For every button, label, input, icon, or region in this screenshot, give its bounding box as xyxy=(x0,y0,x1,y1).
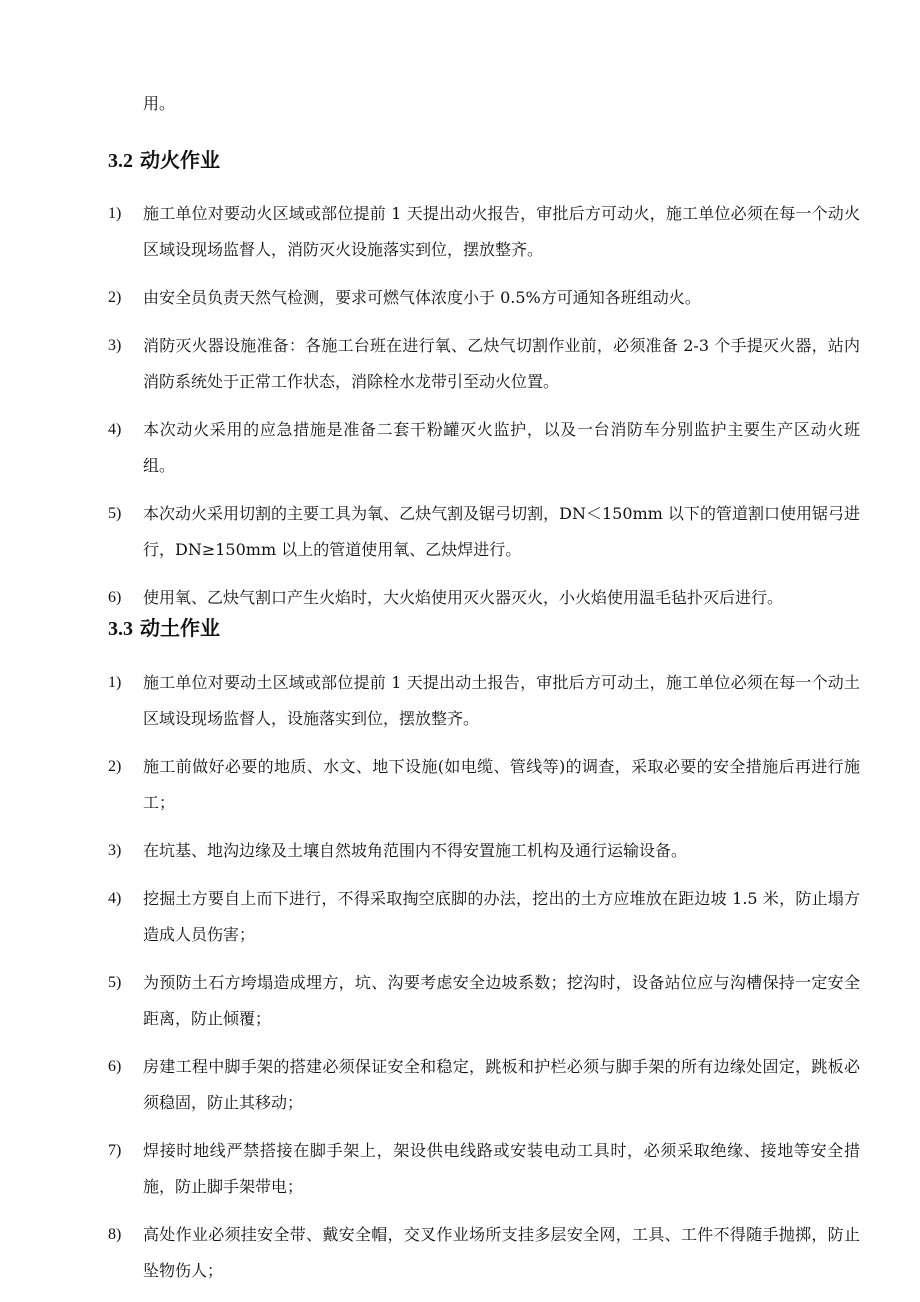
item-marker: 3) xyxy=(108,337,122,354)
item-text: 焊接时地线严禁搭接在脚手架上，架设供电线路或安装电动工具时，必须采取绝缘、接地等安全措施，防止脚手架带电； xyxy=(143,1141,860,1196)
section-number: 3.3 xyxy=(108,618,133,640)
list-item xyxy=(108,280,860,316)
item-marker: 6) xyxy=(108,589,122,606)
item-marker: 4) xyxy=(108,421,122,438)
item-marker: 8) xyxy=(108,1226,122,1243)
item-text: 本次动火采用切割的主要工具为氧、乙炔气割及锯弓切割，DN＜150mm 以下的管道割口使用锯弓进行，DN≥150mm 以上的管道使用氧、乙炔焊进行。 xyxy=(143,504,860,559)
item-text: 使用氧、乙炔气割口产生火焰时，大火焰使用灭火器灭火，小火焰使用温毛毡扑灭后进行。 xyxy=(143,588,784,607)
section-3-2-list xyxy=(108,196,860,628)
item-marker: 2) xyxy=(108,758,122,775)
section-title: 动土作业 xyxy=(139,616,220,640)
item-marker: 3) xyxy=(108,842,122,859)
item-text: 房建工程中脚手架的搭建必须保证安全和稳定，跳板和护栏必须与脚手架的所有边缘处固定，跳板必须稳固，防止其移动； xyxy=(143,1057,860,1112)
section-3-3-list xyxy=(108,665,860,1301)
item-marker: 1) xyxy=(108,674,122,691)
item-marker: 6) xyxy=(108,1058,122,1075)
item-text: 高处作业必须挂安全带、戴安全帽，交叉作业场所支挂多层安全网，工具、工件不得随手抛掷，防止坠物伤人； xyxy=(143,1225,860,1280)
item-marker: 4) xyxy=(108,890,122,907)
item-marker: 7) xyxy=(108,1142,122,1159)
item-marker: 5) xyxy=(108,505,122,522)
item-text: 施工前做好必要的地质、水文、地下设施(如电缆、管线等)的调查，采取必要的安全措施后再进行施工； xyxy=(143,757,860,812)
list-item xyxy=(108,196,860,268)
item-text: 消防灭火器设施准备：各施工台班在进行氧、乙炔气切割作业前，必须准备 2-3 个手提灭火器，站内消防系统处于正常工作状态，消除栓水龙带引至动火位置。 xyxy=(143,336,860,391)
list-item xyxy=(108,1133,860,1205)
item-text: 在坑基、地沟边缘及土壤自然坡角范围内不得安置施工机构及通行运输设备。 xyxy=(143,841,688,860)
list-item xyxy=(108,749,860,821)
list-item xyxy=(108,665,860,737)
item-marker: 1) xyxy=(108,205,122,222)
section-heading-3-3 xyxy=(108,614,220,643)
continuation-text: 用。 xyxy=(143,94,176,113)
section-title: 动火作业 xyxy=(139,148,220,172)
section-number: 3.2 xyxy=(108,150,133,172)
list-item xyxy=(108,328,860,400)
list-item xyxy=(108,580,860,616)
list-item xyxy=(108,881,860,953)
item-marker: 2) xyxy=(108,289,122,306)
item-text: 由安全员负责天然气检测，要求可燃气体浓度小于 0.5%方可通知各班组动火。 xyxy=(143,288,701,307)
list-item xyxy=(108,1049,860,1121)
list-item xyxy=(108,833,860,869)
list-item xyxy=(108,496,860,568)
item-marker: 5) xyxy=(108,974,122,991)
section-heading-3-2 xyxy=(108,146,220,175)
list-item xyxy=(108,412,860,484)
item-text: 为预防土石方垮塌造成埋方，坑、沟要考虑安全边坡系数；挖沟时，设备站位应与沟槽保持一定安全距离，防止倾覆； xyxy=(143,973,860,1028)
item-text: 施工单位对要动土区域或部位提前 1 天提出动土报告，审批后方可动土，施工单位必须在每一个动土区域设现场监督人，设施落实到位，摆放整齐。 xyxy=(143,673,860,728)
item-text: 本次动火采用的应急措施是准备二套干粉罐灭火监护，以及一台消防车分别监护主要生产区动火班组。 xyxy=(143,420,860,475)
list-item xyxy=(108,965,860,1037)
list-item xyxy=(108,1217,860,1289)
item-text: 施工单位对要动火区域或部位提前 1 天提出动火报告，审批后方可动火，施工单位必须在每一个动火区域设现场监督人，消防灭火设施落实到位，摆放整齐。 xyxy=(143,204,860,259)
item-text: 挖掘土方要自上而下进行，不得采取掏空底脚的办法，挖出的土方应堆放在距边坡 1.5 米，防止塌方造成人员伤害； xyxy=(143,889,860,944)
